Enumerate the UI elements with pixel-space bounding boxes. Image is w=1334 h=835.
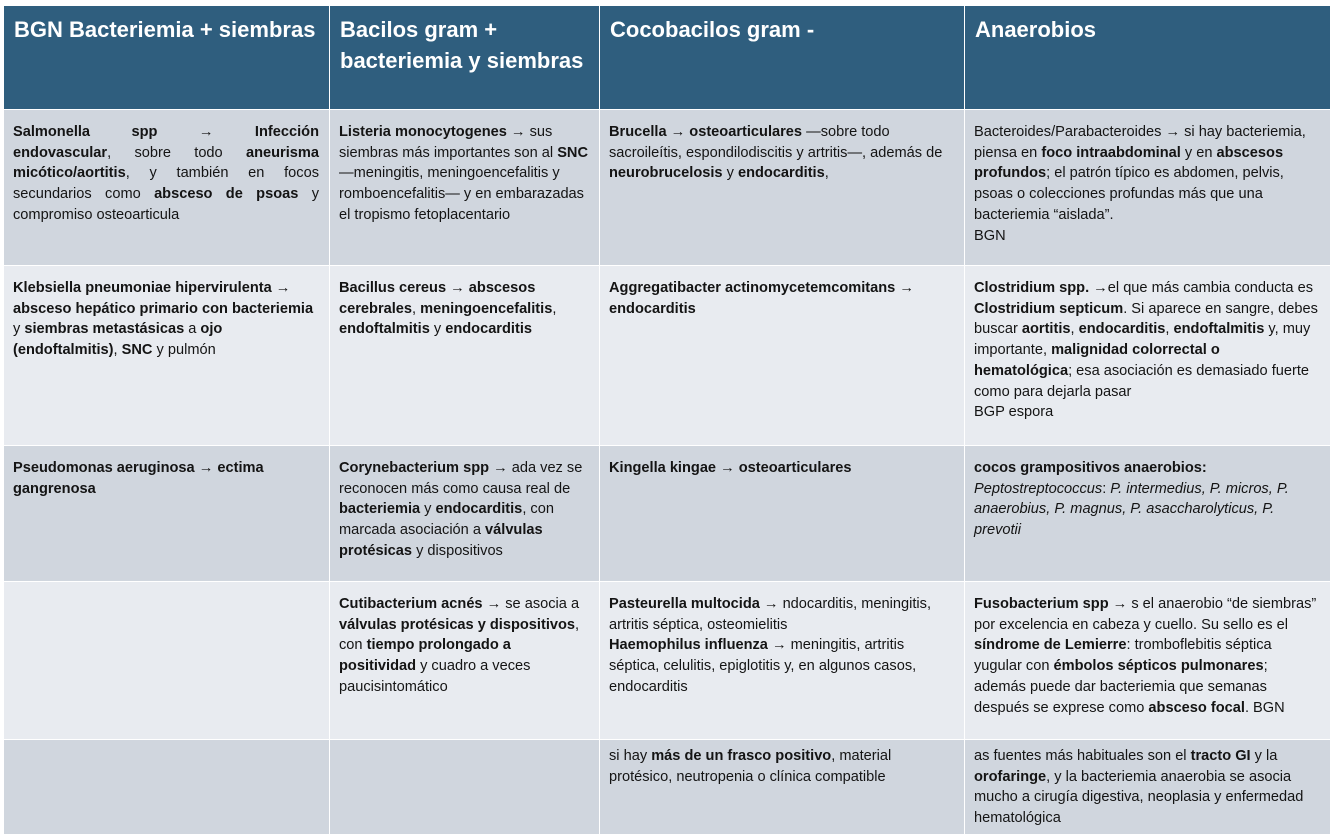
table-cell: Klebsiella pneumoniae hipervirulenta → absceso hepático primario con bacteriemia y siembras metastásicas a ojo (endoftalmitis), SNC y pulmón xyxy=(4,266,330,446)
header-bacilos-gram-positivos: Bacilos gram + bacteriemia y siembras xyxy=(330,6,600,110)
table-cell: Salmonella spp → Infección endovascular, sobre todo aneurisma micótico/aortitis, y también en focos secundarios como absceso de psoas y compromiso osteoarticula xyxy=(4,110,330,266)
table-cell: Pasteurella multocida → ndocarditis, meningitis, artritis séptica, osteomielitis Haemophilus influenza → meningitis, artritis séptica, celulitis, epiglotitis y, en algunos casos, endocarditis xyxy=(600,582,965,740)
organism-klebsiella: Klebsiella pneumoniae hipervirulenta → absceso hepático primario con bacteriemia xyxy=(13,280,314,317)
table-cell xyxy=(4,446,330,582)
table-row xyxy=(4,110,1331,266)
organism-pasteurella: Pasteurella multocida → xyxy=(609,596,779,612)
organisms-table xyxy=(3,5,1331,835)
table-row xyxy=(4,266,1331,446)
table-cell xyxy=(600,266,965,446)
organism-corynebacterium: Corynebacterium spp → xyxy=(339,460,508,476)
organism-brucella: Brucella → osteoarticulares xyxy=(609,124,803,140)
organism-salmonella: Salmonella spp → Infección xyxy=(13,124,319,140)
table-cell: cocos grampositivos anaerobios: Peptostreptococcus: P. intermedius, P. micros, P. anaerobius, P. magnus, P. asaccharolyticus, P. prevotii xyxy=(965,446,1331,582)
organism-fusobacterium: Fusobacterium spp → xyxy=(974,596,1128,612)
header-bgn-bacteriemia: BGN Bacteriemia + siembras xyxy=(4,6,330,110)
header-cocobacilos-gram-negativos: Cocobacilos gram - xyxy=(600,6,965,110)
header-anaerobios: Anaerobios xyxy=(965,6,1331,110)
organism-listeria: Listeria monocytogenes → xyxy=(339,124,526,140)
table-header-row xyxy=(4,6,1331,110)
table-cell: si hay más de un frasco positivo, material protésico, neutropenia o clínica compatible xyxy=(600,740,965,835)
table-cell: Corynebacterium spp → ada vez se reconocen más como causa real de bacteriemia y endocarditis, con marcada asociación a válvulas protésicas y dispositivos xyxy=(330,446,600,582)
table-cell: Bacillus cereus → abscesos cerebrales, meningoencefalitis, endoftalmitis y endocarditis xyxy=(330,266,600,446)
table-row xyxy=(4,582,1331,740)
table-cell: Clostridium spp. →el que más cambia conducta es Clostridium septicum. Si aparece en sangre, debes buscar aortitis, endocarditis, endoftalmitis y, muy importante, malignidad colorrectal o hematológica; esa asociación es demasiado fuerte como para dejarla pasar BGP espora xyxy=(965,266,1331,446)
organism-bacteroides: Bacteroides/Parabacteroides → si hay bacteriemia, piensa en xyxy=(974,124,1306,161)
table-cell xyxy=(600,446,965,582)
table-cell-empty xyxy=(4,582,330,740)
organism-aggregatibacter: Aggregatibacter actinomycetemcomitans → endocarditis xyxy=(609,280,914,317)
table-cell: Cutibacterium acnés → se asocia a válvulas protésicas y dispositivos, con tiempo prolongado a positividad y cuadro a veces paucisintomático xyxy=(330,582,600,740)
table-cell: as fuentes más habituales son el tracto GI y la orofaringe, y la bacteriemia anaerobia se asocia mucho a cirugía digestiva, neoplasia y enfermedad hematológica xyxy=(965,740,1331,835)
table-cell: Fusobacterium spp → s el anaerobio “de siembras” por excelencia en cabeza y cuello. Su sello es el síndrome de Lemierre: tromboflebitis séptica yugular con émbolos sépticos pulmonares; además puede dar bacteriemia que semanas después se exprese como absceso focal. BGN xyxy=(965,582,1331,740)
organism-bacillus: Bacillus cereus → abscesos cerebrales xyxy=(339,280,536,317)
organism-cutibacterium: Cutibacterium acnés → xyxy=(339,596,502,612)
table-cell: Listeria monocytogenes → sus siembras más importantes son al SNC —meningitis, meningoencefalitis y romboencefalitis— y en embarazadas el tropismo fetoplacentario xyxy=(330,110,600,266)
organism-pseudomonas: Pseudomonas aeruginosa → ectima gangrenosa xyxy=(13,460,264,497)
table-cell: Bacteroides/Parabacteroides → si hay bacteriemia, piensa en foco intraabdominal y en abscesos profundos; el patrón típico es abdomen, pelvis, psoas o colecciones profundas más que una bacteriemia “aislada”. BGN xyxy=(965,110,1331,266)
table-cell: Brucella → osteoarticulares —sobre todo sacroileítis, espondilodiscitis y artritis—, además de neurobrucelosis y endocarditis, xyxy=(600,110,965,266)
table-row xyxy=(4,446,1331,582)
table-cell-empty xyxy=(330,740,600,835)
organism-haemophilus: Haemophilus influenza → xyxy=(609,637,787,654)
table-cell-empty xyxy=(4,740,330,835)
table-row xyxy=(4,740,1331,835)
organism-cocos-anaerobios: cocos grampositivos anaerobios: xyxy=(974,460,1207,476)
organism-clostridium: Clostridium spp. → xyxy=(974,280,1108,296)
organism-kingella: Kingella kingae → osteoarticulares xyxy=(609,460,852,476)
